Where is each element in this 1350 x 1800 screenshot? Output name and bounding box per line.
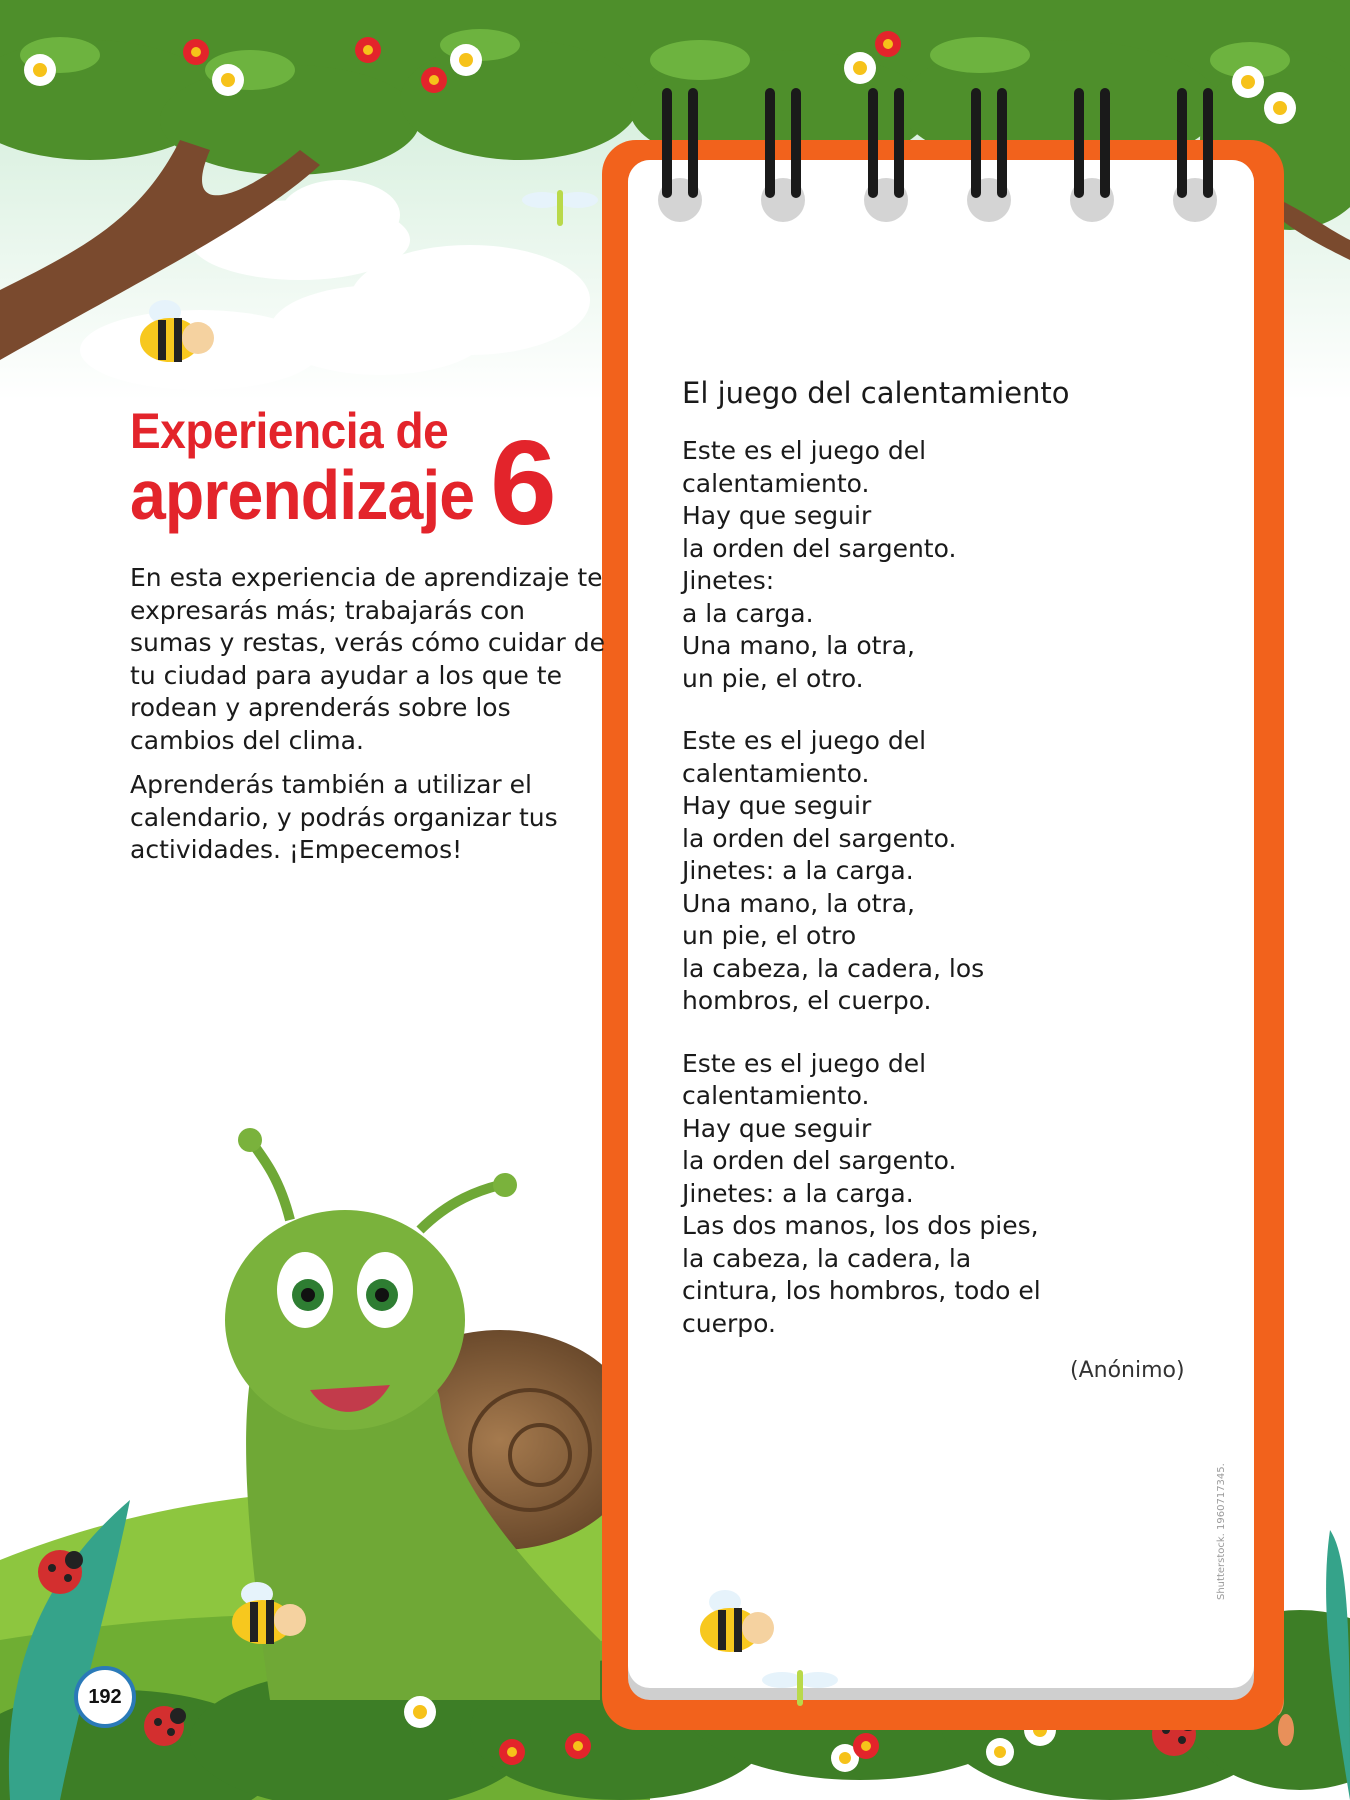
experience-number: 6 — [490, 416, 557, 550]
poem-stanza-1: Este es el juego del calentamiento. Hay que seguir la orden del sargento. Jinetes: a la carga. Una mano, la otra, un pie, el otro. — [682, 436, 957, 693]
experience-heading — [130, 403, 557, 550]
page-number: 192 — [74, 1666, 136, 1728]
heading-line1: Experiencia de — [130, 403, 449, 459]
poem-title: El juego del calentamiento — [682, 376, 1070, 410]
intro-paragraph-1: En esta experiencia de aprendizaje te expresarás más; trabajarás con sumas y restas, verás cómo cuidar de tu ciudad para ayudar a los que te rodean y aprenderás sobre los cambios del clima. — [130, 563, 606, 755]
poem — [682, 373, 1242, 1370]
poem-stanza-2: Este es el juego del calentamiento. Hay que seguir la orden del sargento. Jinetes: a la carga. Una mano, la otra, un pie, el otro la cabeza, la cadera, los hombros, el cuerpo. — [682, 726, 985, 1015]
intro-paragraph-2: Aprenderás también a utilizar el calendario, y podrás organizar tus actividades. ¡Empecemos! — [130, 770, 558, 864]
image-credit: Shutterstock. 1960717345. — [1216, 1463, 1227, 1600]
poem-stanza-3: Este es el juego del calentamiento. Hay que seguir la orden del sargento. Jinetes: a la carga. Las dos manos, los dos pies, la cabeza, la cadera, la cintura, los hombros, todo el cuerpo. — [682, 1048, 1041, 1338]
heading-line2: aprendizaje — [130, 456, 475, 534]
intro-text — [130, 562, 610, 879]
poem-author: (Anónimo) — [1070, 1358, 1185, 1383]
